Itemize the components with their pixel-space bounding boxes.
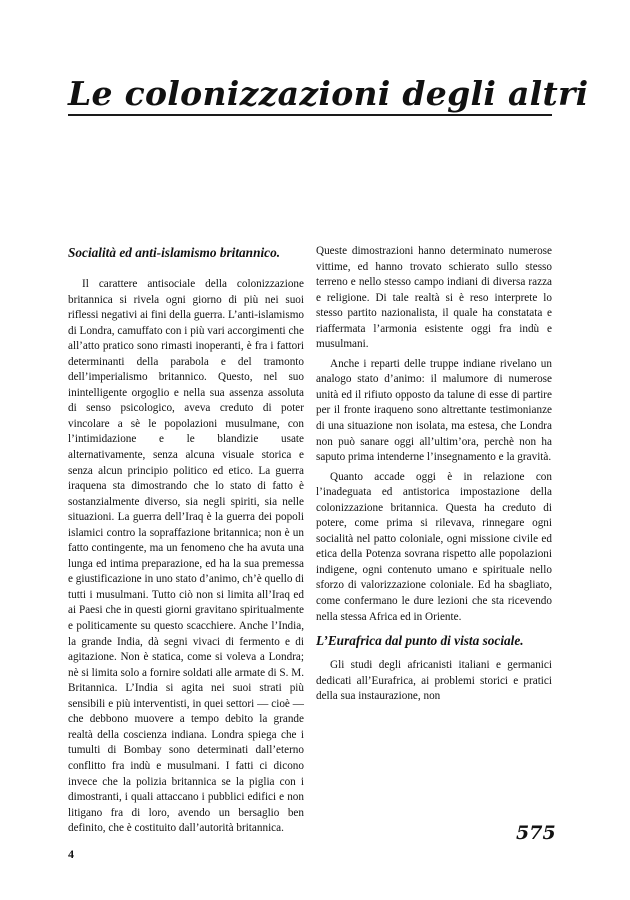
text-column-right [316,244,552,705]
title-rule [68,114,552,116]
article-title: Le colonizzazioni degli altri [68,74,589,113]
paragraph-studi: Gli studi degli africanisti italiani e germanici dedicati all’Eurafrica, ai problemi storici e pratici della sua instaurazione, non [316,659,552,703]
folio-number: 575 [516,822,556,844]
text-column-left [68,244,304,837]
paragraph-colonizzazione: Il carattere antisociale della colonizzazione britannica si rivela ogni giorno di più nei suoi riflessi negativi ai fini della guerra. L’anti-islamismo di Londra, camuffato con i più vari accorgimenti che all’atto pratico sono rimasti inoperanti, è fra i fattori determinanti della parabola e del tramonto dell’imperialismo britannico. Questo, nel suo inintelligente orgoglio e nella sua assenza assoluta di senso psicologico, aveva creduto di poter vincolare a sè le popolazioni musulmane, con l’intimidazione e le blandizie usate alternativamente, senza alcuna visuale storica e senza alcun principio politico ed etico. La guerra iraquena sta dimostrando che lo stato di fatto è sostanzialmente diverso, sia negli spiriti, sia nelle situazioni. La guerra dell’Iraq è la guerra dei popoli islamici contro la sopraffazione britannica; non è un fatto contingente, ma un fenomeno che ha avuta una lunga ed intima preparazione, ed ha la sua premessa e giustificazione in uno stato d’animo, ch’è quello di tutti i musulmani. Tutto ciò non si limita all’Iraq ed ai Paesi che in questi giorni gravitano spiritualmente e politicamente su questo scacchiere. Anche l’India, la grande India, dà segni vivaci di fermento e di agitazione. Non è statica, come si voleva a Londra; nè si limita solo a fornire soldati alle armate di S. M. Britannica. L’India si agita nei suoi strati più sensibili e più interventisti, in quei settori — cioè — che debbono muovere a tempo debito la grande realtà della coscienza indiana. Londra spiega che i tumulti di Bombay sono determinati dall’eterno conflitto fra indù e musulmani. I fatti ci dicono invece che la polizia britannica se la piglia con i dimostranti, i quali attaccano i pubblici edifici e non litigano fra di loro, avendo un bersaglio ben definito, che è costituito dall’autorità britannica. [68,278,305,835]
paragraph-reparti: Anche i reparti delle truppe indiane rivelano un analogo stato d’animo: il malumore di numerose unità ed il rifiuto opposto da talune di esse di partire per il fronte iraqueno sono altrettante testimonianze di una situazione non isolata, ma estesa, che Londra non può sanare oggi all’ultim’ora, perchè non ha saputo prima intenderne l’insegnamento e la gravità. [316,357,552,464]
page-number: 4 [68,847,74,861]
section-heading-socialita: Socialità ed anti-islamismo britannico. [68,245,281,260]
paragraph-quanto-accade: Quanto accade oggi è in relazione con l’inadeguata ed antistorica impostazione della colonizzazione britannica. Questa ha creduto di potere, come prima si rilevava, rinnegare ogni socialità nel patto coloniale, ogni missione civile ed etica della Potenza sovrana rispetto alle popolazioni indigene, ogni contenuto umano e spirituale nello sforzo di valorizzazione coloniale. Ed ha sbagliato, come confermano le dure lezioni che sta ricevendo nella stessa Africa ed in Oriente. [316,470,552,623]
section-heading-eurafrica: L’Eurafrica dal punto di vista sociale. [316,633,524,649]
paragraph-colonizzazione-continued: Queste dimostrazioni hanno determinato numerose vittime, ed hanno trovato schierato sullo stesso terreno e nello stesso campo indiani di diversa razza e religione. Di tale realtà si è reso interprete lo stesso partito nazionalista, il quale ha constatata e riaffermata l’armonia esistente oggi fra indù e musulmani. [316,245,552,351]
